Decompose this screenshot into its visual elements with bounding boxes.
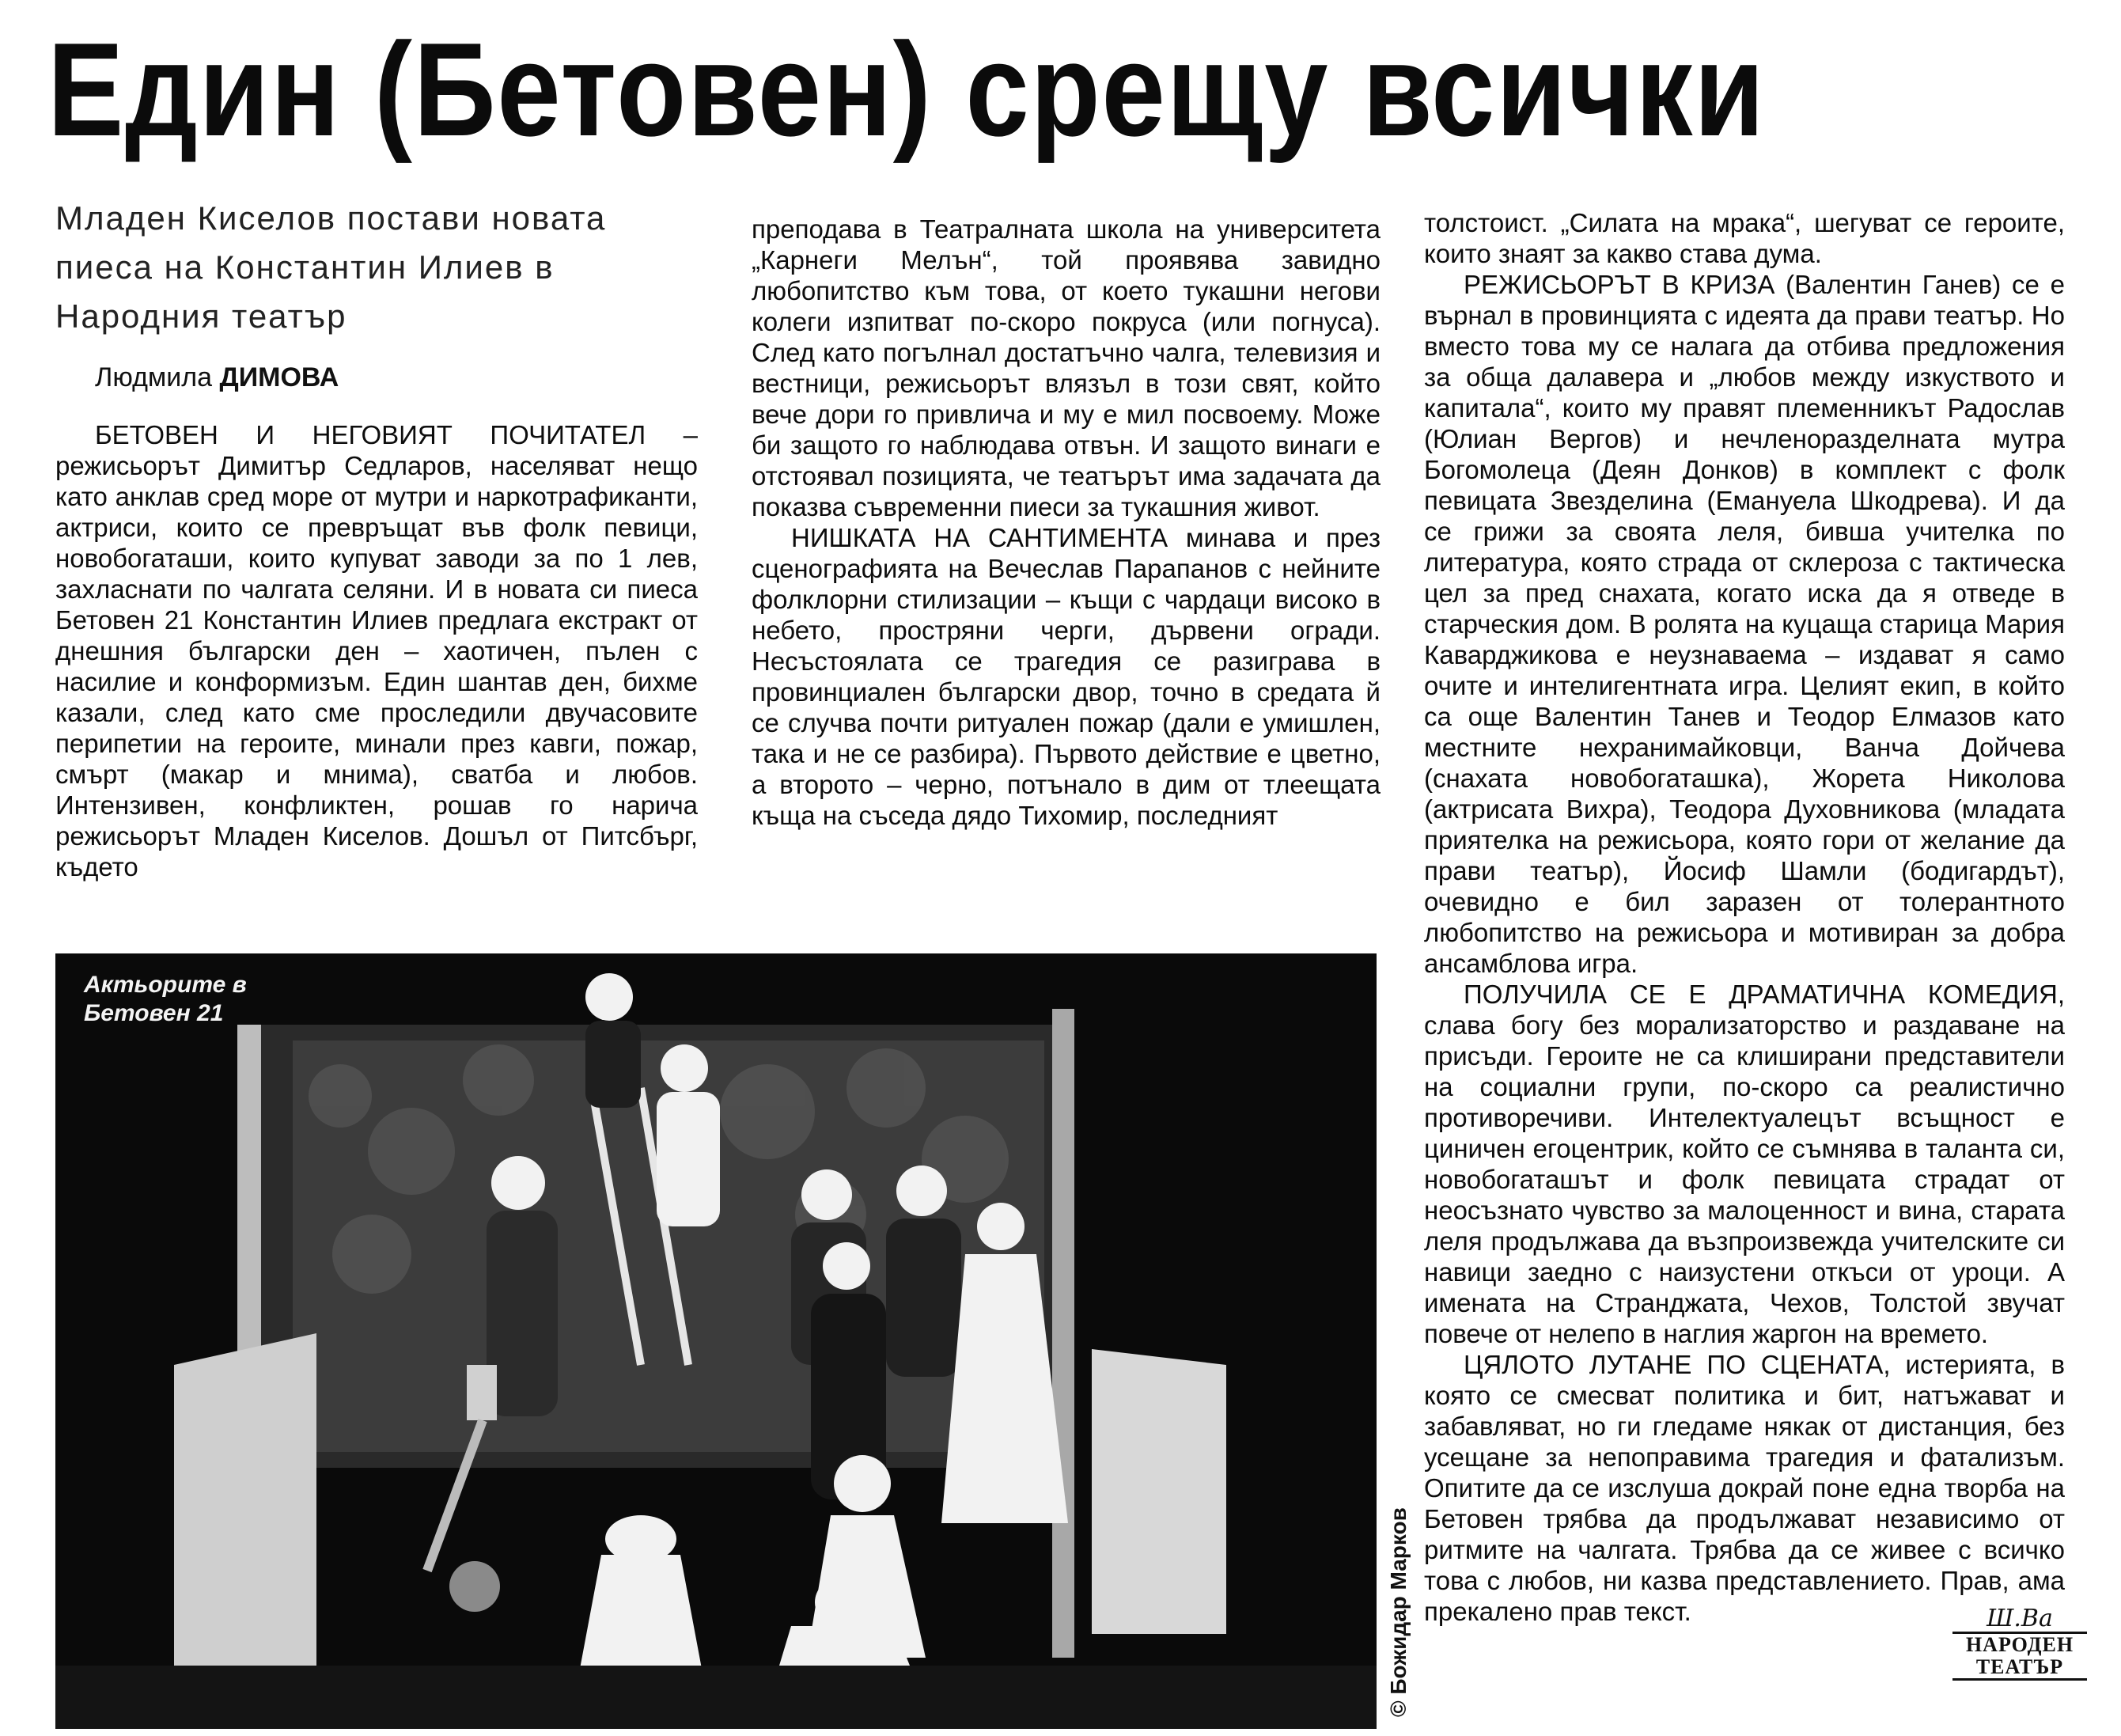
paragraph: НИШКАТА НА САНТИМЕНТА минава и през сценографията на Вечеслав Парапанов с нейните фолклорни стилизации – къщи с чардаци високо в небето, простряни черги, дървени огради. Несъстоялата се трагедия се разиграва в провинциален български двор, точно в средата й се случва почти ритуален пожар (дали е умишлен, така и не се разбира). Първото действие е цветно, а второто – черно, потънало в дим от тлеещата къща на съседа дядо Тихомир, последният bbox=[752, 523, 1381, 830]
headline: Един (Бетовен) срещу всички bbox=[47, 15, 1766, 164]
stage-photo-illustration bbox=[55, 953, 1377, 1729]
photo-caption-line: Бетовен 21 bbox=[84, 1000, 224, 1026]
stamp-signature: Ш.Ва bbox=[1987, 1605, 2053, 1632]
paragraph: толстоист. „Силата на мрака“, шегуват се героите, които знаят за какво става дума. bbox=[1424, 208, 2065, 268]
photo-credit: © Божидар Марков bbox=[1386, 1507, 1411, 1717]
article-column-1 bbox=[55, 419, 698, 918]
subheadline: Младен Киселов постави новата пиеса на Константин Илиев в Народния театър bbox=[55, 199, 607, 335]
photo-caption bbox=[84, 971, 247, 1028]
paragraph: преподава в Театралната школа на университета „Карнеги Мелън“, той проявява завидно любопитство към това, от което тукашни негови колеги изпитват по-скоро покруса (или погнуса). След като погълнал достатъчно чалга, телевизия и вестници, режисьорът влязъл в този свят, който вече дори го привлича и му е мил посвоему. Може би защото го наблюдава отвън. И защото винаги е отстоявал позицията, че театърът има задачата да показва съвременни пиеси за тукашния живот. bbox=[752, 214, 1381, 521]
paragraph: РЕЖИСЬОРЪТ В КРИЗА (Валентин Ганев) се е върнал в провинцията с идеята да прави театър. Но вместо това му се налага да отбива предложения за обща далавера и „любов между изкуството и капитала“, които му правят племенникът Радослав (Юлиан Вергов) и нечленоразделната мутра Богомолеца (Деян Донков) в комплект с фолк певицата Звезделина (Емануела Шкодрева). И да се грижи за своята леля, бивша учителка по литература, която страда от склероза с тактическа цел за пред снахата, когато иска да я отведе в старческия дом. В ролята на куцаща старица Мария Каварджикова е неузнаваема – издават я само очите и интелигентната игра. Целият екип, в който са още Валентин Танев и Теодор Елмазов като местните нехранимайковци, Ванча Дойчева (снахата новобогаташка), Жорета Николова (актрисата Вихра), Теодора Духовникова (младата приятелка на режисьора, която гори от желание да прави театър), Йосиф Шамли (бодигардът), очевидно е бил заразен от толерантното любопитство на режисьора и мотивиран за добра ансамблова игра. bbox=[1424, 270, 2065, 978]
byline-first-name: Людмила bbox=[95, 362, 213, 392]
byline bbox=[95, 358, 339, 397]
article-column-2 bbox=[752, 214, 1381, 918]
byline-last-name: ДИМОВА bbox=[219, 362, 339, 392]
article-column-3 bbox=[1424, 207, 2065, 1727]
stamp-brand: НАРОДЕН ТЕАТЪР bbox=[1952, 1632, 2087, 1681]
photo-caption-line: Актьорите в bbox=[84, 972, 247, 998]
paragraph: ПОЛУЧИЛА СЕ Е ДРАМАТИЧНА КОМЕДИЯ, слава богу без морализаторство и раздаване на присъди. Героите не са клиширани представители на социални групи, по-скоро са реалистично противоречиви. Интелектуалецът всъщност е циничен егоцентрик, който се съмнява в таланта си, новобогаташът и фолк певицата страдат от неосъзнато чувство за малоценност и вина, старата леля продължава да възпроизвежда учителските си навици заедно с наизустени откъси от уроци. А имената на Странджата, Чехов, Толстой звучат повече от нелепо в наглия жаргон на времето. bbox=[1424, 980, 2065, 1348]
theatre-logo-stamp bbox=[1952, 1606, 2087, 1693]
paragraph: ЦЯЛОТО ЛУТАНЕ ПО СЦЕНАТА, истерията, в която се смесват политика и бит, натъжават и забавляват, но ги гледаме някак от дистанция, без усещане за непоправима трагедия и фатализъм. Опитите да се изслуша докрай поне една творба на Бетовен трябва да продължават независимо от ритмите на чалгата. Трябва да се живее с всичко това с любов, ни казва представлението. Прав, ама прекалено прав текст. bbox=[1424, 1350, 2065, 1626]
paragraph: БЕТОВЕН И НЕГОВИЯТ ПОЧИТАТЕЛ – режисьорът Димитър Седларов, населяват нещо като анклав сред море от мутри и наркотрафиканти, актриси, които се превръщат във фолк певици, новобогаташи, които купуват заводи за по 1 лев, захласнати по чалгата селяни. И в новата си пиеса Бетовен 21 Константин Илиев предлага екстракт от днешния български ден – хаотичен, пълен с насилие и конформизъм. Един шантав ден, бихме казали, след като сме проследили двучасовите перипетии на героите, минали през кавги, пожар, смърт (макар и мнима), сватба и любов. Интензивен, конфликтен, рошав го нарича режисьорът Младен Киселов. Дошъл от Питсбърг, където bbox=[55, 420, 698, 881]
stage-photo bbox=[55, 953, 1377, 1729]
